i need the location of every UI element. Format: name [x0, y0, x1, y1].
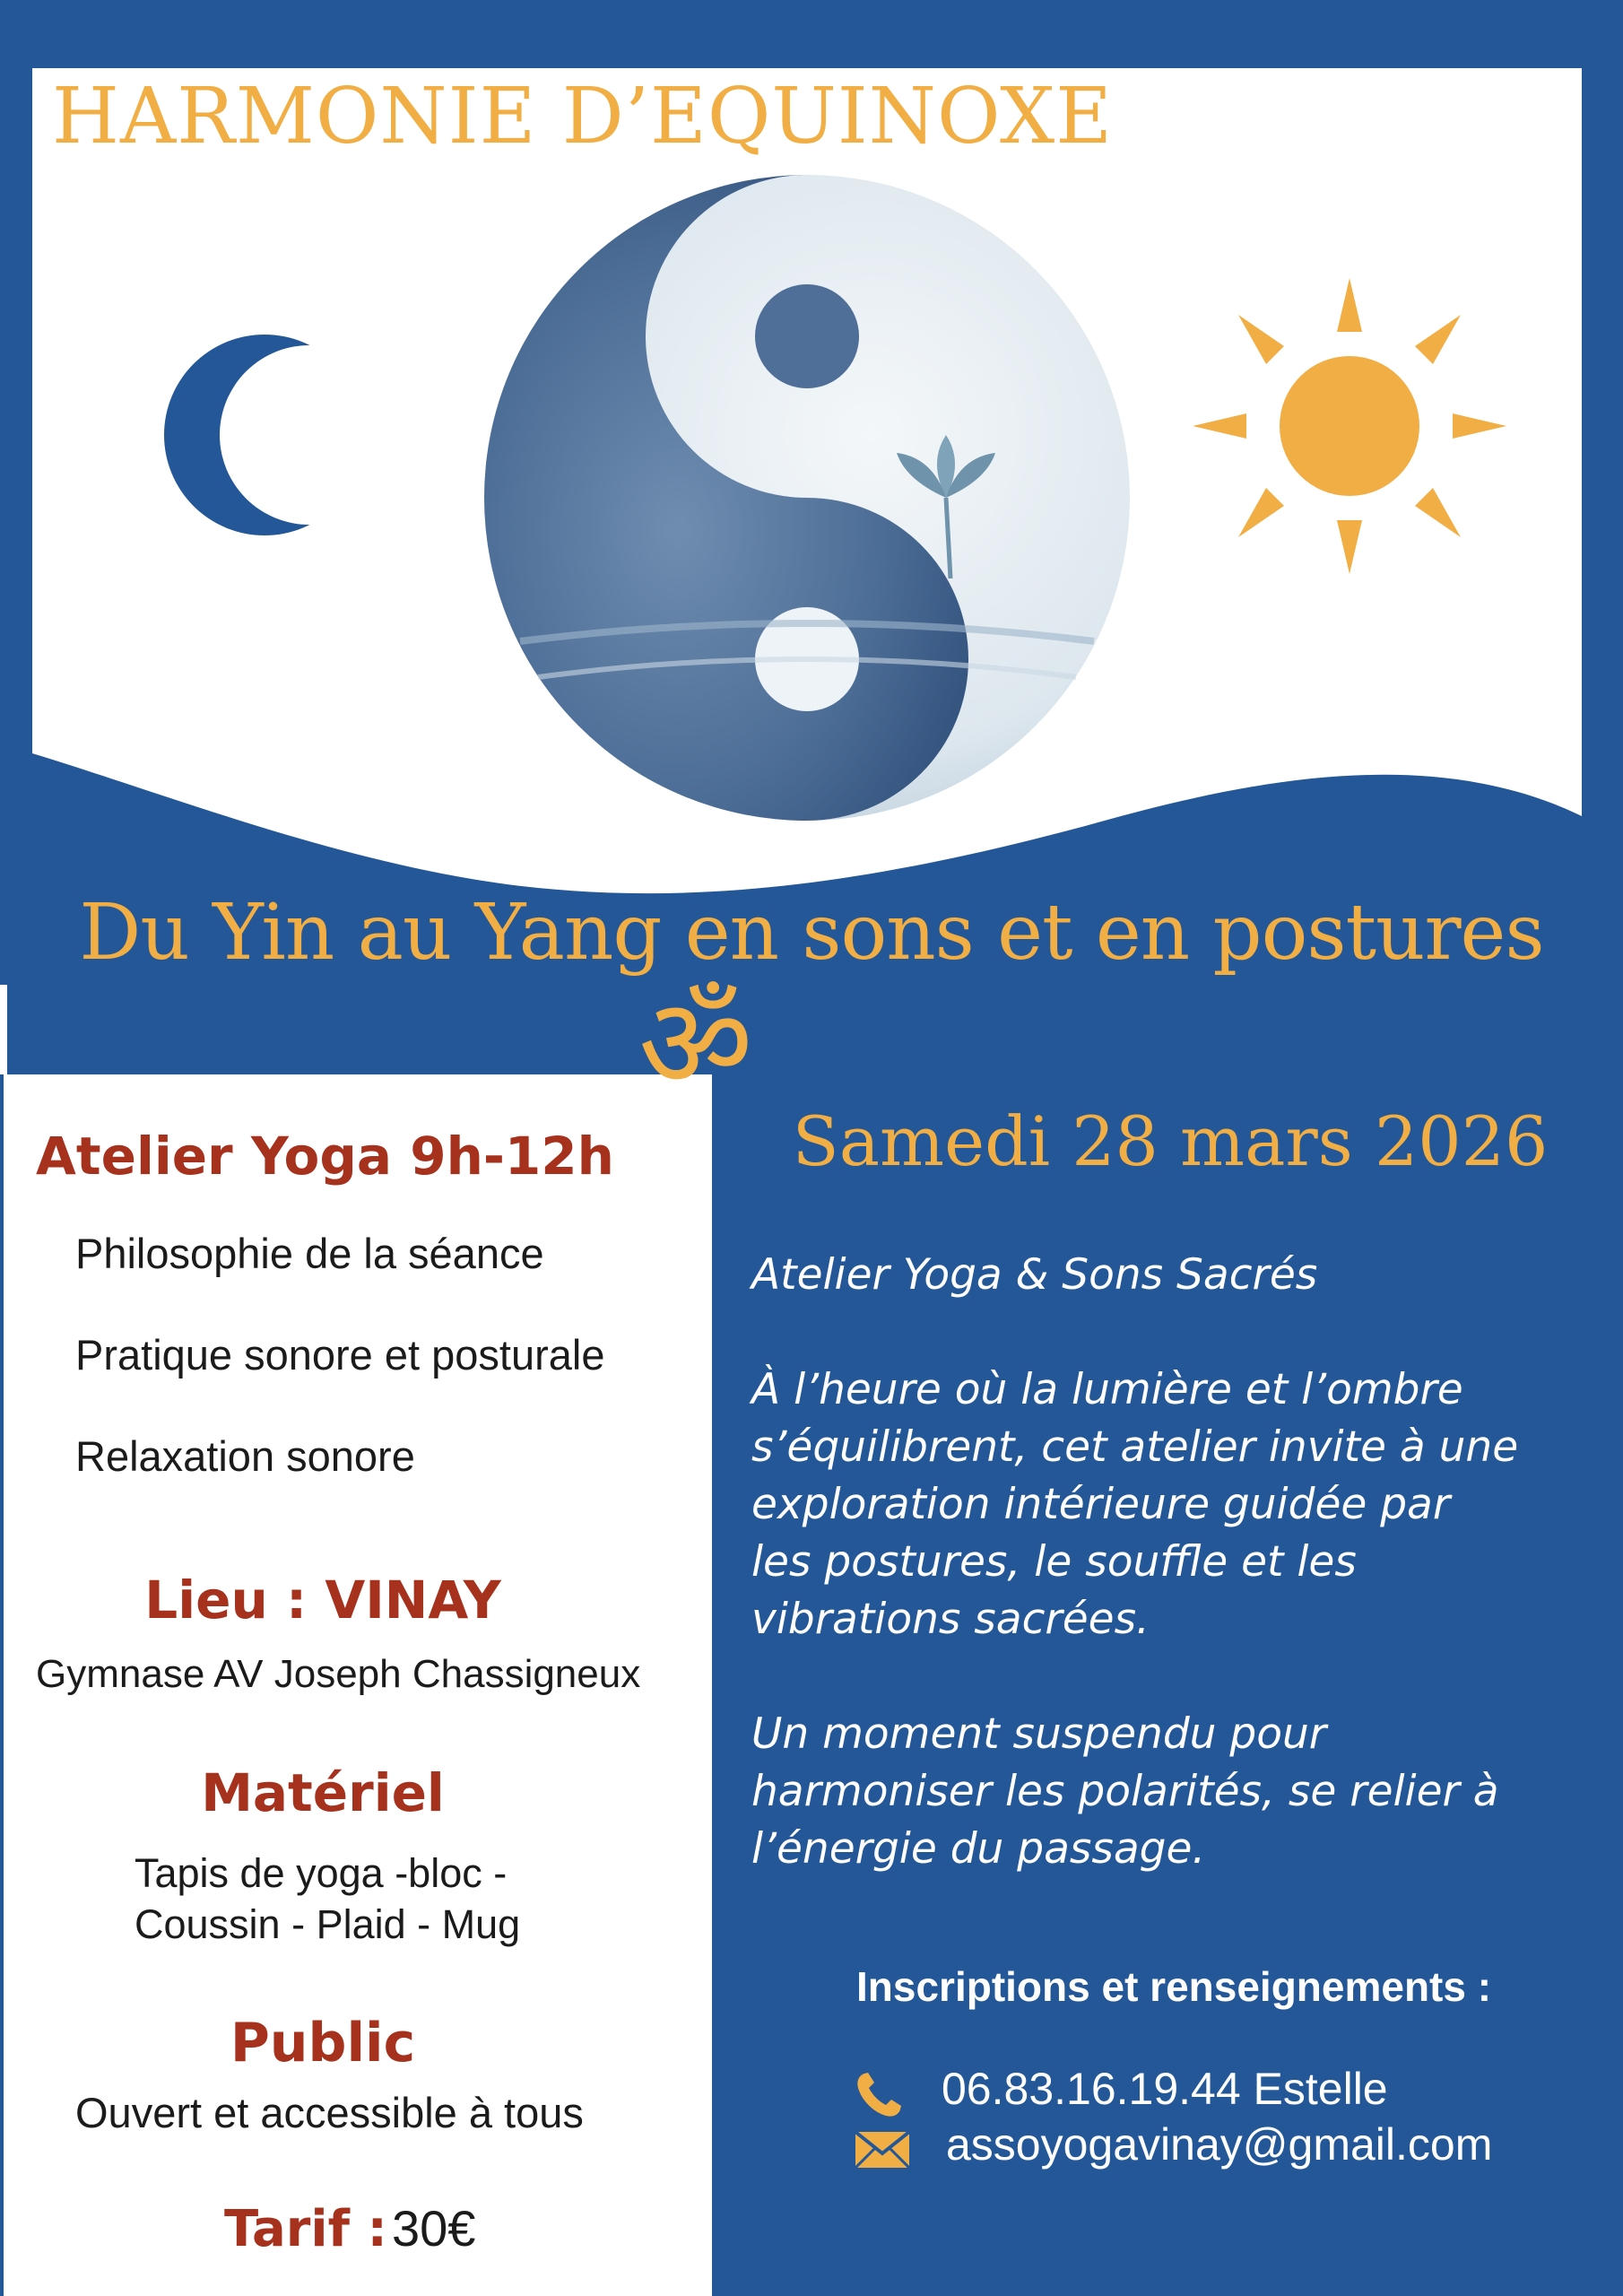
poster-title: HARMONIE D’EQUINOXE: [52, 72, 1114, 161]
crescent-moon-icon: [152, 323, 368, 556]
email-address[interactable]: assoyogavinay@gmail.com: [946, 2119, 1493, 2170]
description-line: exploration intérieure guidée par: [751, 1480, 1451, 1529]
program-item: Pratique sonore et posturale: [75, 1331, 605, 1378]
description-line: À l’heure où la lumière et l’ombre: [751, 1365, 1463, 1414]
audience-label: Public: [230, 2012, 416, 2074]
phone-number[interactable]: 06.83.16.19.44 Estelle: [942, 2064, 1388, 2114]
workshop-title: Atelier Yoga 9h-12h: [36, 1126, 614, 1187]
intro-text: Atelier Yoga & Sons Sacrés: [751, 1250, 1318, 1300]
event-date: Samedi 28 mars 2026: [792, 1101, 1549, 1181]
om-symbol: ॐ: [638, 971, 753, 1118]
phone-icon: [854, 2070, 904, 2120]
poster-subtitle: Du Yin au Yang en sons et en postures: [79, 888, 1544, 978]
description-line: Un moment suspendu pour: [751, 1709, 1327, 1759]
description-line: les postures, le souffle et les: [751, 1537, 1357, 1587]
contact-heading: Inscriptions et renseignements :: [856, 1963, 1492, 2010]
equipment-line: Coussin - Plaid - Mug: [135, 1901, 521, 1947]
price-value: 30€: [391, 2200, 476, 2257]
description-paragraph: [751, 1361, 1518, 1648]
description-line: harmoniser les polarités, se relier à: [751, 1767, 1499, 1816]
equipment-label: Matériel: [201, 1762, 445, 1823]
audience-text: Ouvert et accessible à tous: [75, 2089, 584, 2136]
venue-label: Lieu : VINAY: [144, 1570, 501, 1631]
description-line: vibrations sacrées.: [751, 1595, 1150, 1644]
description-line: l’énergie du passage.: [751, 1824, 1206, 1874]
mail-icon: [854, 2130, 911, 2170]
yin-yang-icon: [484, 175, 1130, 821]
equipment-line: Tapis de yoga -bloc -: [135, 1850, 508, 1896]
price-line: [224, 2199, 475, 2258]
sun-icon: [1188, 269, 1511, 592]
program-item: Philosophie de la séance: [75, 1230, 544, 1277]
venue-address: Gymnase AV Joseph Chassigneux: [36, 1652, 641, 1696]
description-paragraph: [751, 1706, 1499, 1878]
program-item: Relaxation sonore: [75, 1432, 415, 1480]
price-label: Tarif :: [224, 2200, 387, 2258]
description-line: s’équilibrent, cet atelier invite à une: [751, 1422, 1519, 1472]
